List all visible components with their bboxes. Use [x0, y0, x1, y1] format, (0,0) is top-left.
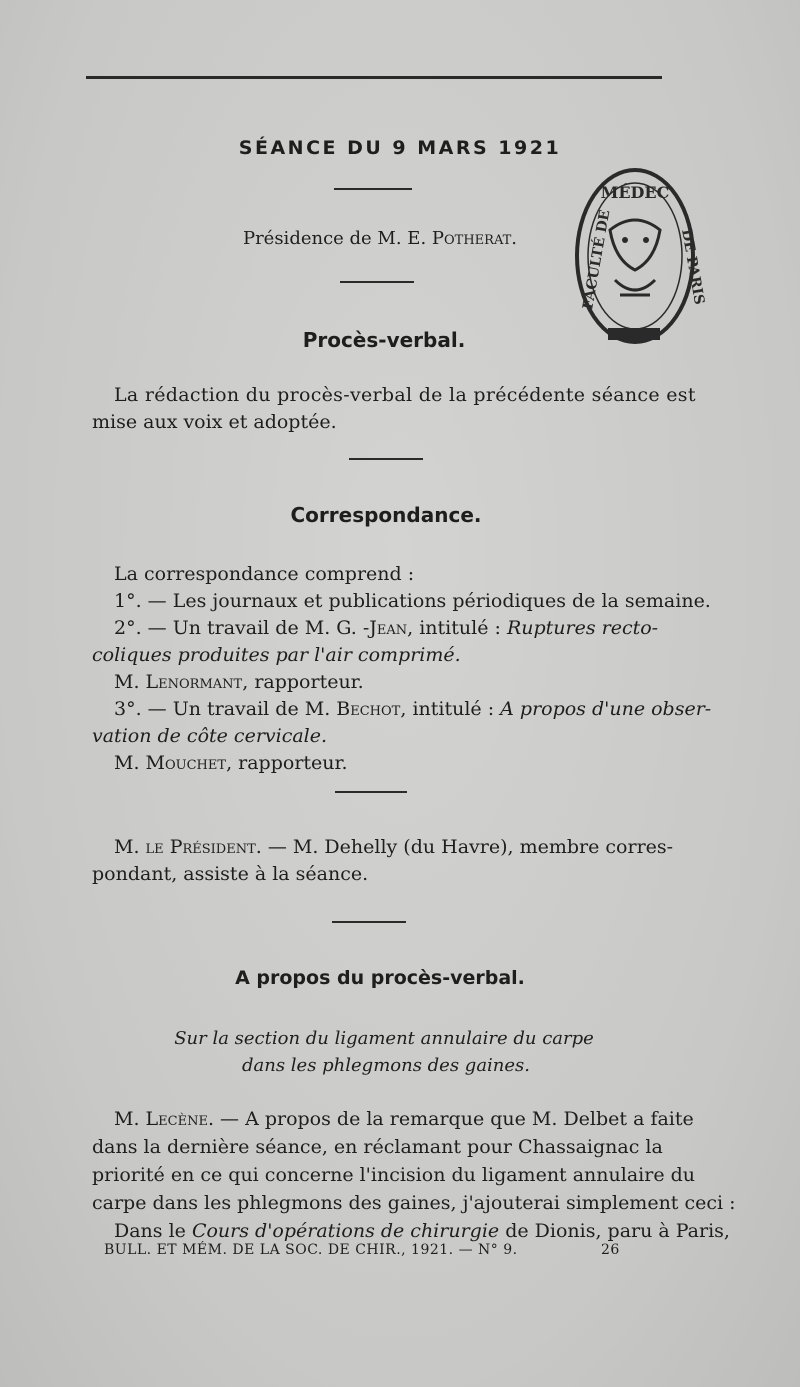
- text-line: La rédaction du procès-verbal de la précédente séance est: [114, 384, 696, 406]
- text-fragment: — A propos de la remarque que M. Delbet a faite: [213, 1108, 694, 1130]
- subtitle-line: Sur la section du ligament annulaire du carpe: [174, 1028, 594, 1049]
- author-name: Jean: [369, 617, 408, 639]
- text-fragment: M.: [114, 752, 146, 774]
- presidence-prefix: Présidence de M. E.: [242, 228, 432, 249]
- list-item: 1°. — Les journaux et publications périodiques de la semaine.: [114, 590, 711, 612]
- work-title: Ruptures recto-: [506, 617, 659, 639]
- text-fragment: de Dionis, paru à Paris,: [499, 1220, 730, 1242]
- text-line: [92, 1105, 694, 1133]
- work-title: A propos d'une obser-: [500, 698, 712, 720]
- section-heading-apropos: A propos du procès-verbal.: [235, 967, 525, 989]
- divider: [334, 188, 412, 190]
- text-line: carpe dans les phlegmons des gaines, j'ajouterai simplement ceci :: [92, 1192, 736, 1214]
- lecene-paragraph: [92, 1105, 736, 1245]
- rapporteur-line: [92, 750, 678, 777]
- session-title: SÉANCE DU 9 MARS 1921: [238, 137, 562, 159]
- section-heading-correspondance: Correspondance.: [290, 503, 482, 527]
- text-line: mise aux voix et adoptée.: [92, 411, 337, 433]
- svg-text:DE PARIS: DE PARIS: [678, 227, 708, 306]
- speaker-name: M. Lecène.: [114, 1108, 214, 1130]
- top-rule: [86, 76, 662, 79]
- president-name: Potherat.: [431, 228, 518, 249]
- text-line: La correspondance comprend :: [114, 563, 415, 585]
- proces-verbal-paragraph: [92, 382, 696, 436]
- work-title: Cours d'opérations de chirurgie: [191, 1220, 500, 1242]
- text-fragment: , intitulé :: [407, 617, 507, 639]
- list-item: [92, 696, 712, 723]
- text-line: [92, 723, 678, 750]
- work-title: vation de côte cervicale.: [92, 725, 328, 747]
- president-paragraph: [92, 834, 678, 888]
- text-fragment: , rapporteur.: [242, 671, 364, 693]
- speaker-name: M. le Président.: [114, 836, 262, 858]
- text-line: pondant, assiste à la séance.: [92, 863, 369, 885]
- correspondance-paragraph: [92, 561, 712, 777]
- text-fragment: , rapporteur.: [226, 752, 348, 774]
- subtitle-line: dans les phlegmons des gaines.: [241, 1055, 531, 1076]
- author-name: Bechot: [336, 698, 401, 720]
- text-fragment: M.: [114, 671, 146, 693]
- divider: [340, 281, 414, 283]
- text-line: [92, 642, 678, 669]
- divider: [335, 791, 407, 793]
- text-fragment: 3°. — Un travail de M.: [114, 698, 337, 720]
- text-line: priorité en ce qui concerne l'incision du ligament annulaire du: [92, 1164, 696, 1186]
- section-heading-proces-verbal: Procès-verbal.: [302, 328, 466, 352]
- rapporteur-line: [92, 669, 678, 696]
- divider: [349, 458, 423, 460]
- footer-citation: BULL. ET MÉM. DE LA SOC. DE CHIR., 1921. — N° 9.: [104, 1242, 518, 1258]
- text-line: dans la dernière séance, en réclamant pour Chassaignac la: [92, 1136, 663, 1158]
- divider: [332, 921, 406, 923]
- text-fragment: — M. Dehelly (du Havre), membre corres-: [261, 836, 674, 858]
- text-fragment: Dans le: [114, 1220, 192, 1242]
- text-fragment: , intitulé :: [400, 698, 501, 720]
- text-line: [92, 1217, 730, 1245]
- svg-text:FACULTÉ DE: FACULTÉ DE: [580, 208, 614, 311]
- svg-text:MÉDEC: MÉDEC: [600, 183, 670, 202]
- text-line: [92, 834, 678, 861]
- work-title: coliques produites par l'air comprimé.: [92, 644, 461, 666]
- page-footer: [104, 1242, 624, 1258]
- list-item: [92, 615, 678, 642]
- rapporteur-name: Lenormant: [145, 671, 243, 693]
- rapporteur-name: Mouchet: [145, 752, 227, 774]
- library-stamp-seal: [570, 160, 708, 352]
- page-number: 26: [601, 1242, 620, 1258]
- text-fragment: 2°. — Un travail de M. G. -: [114, 617, 370, 639]
